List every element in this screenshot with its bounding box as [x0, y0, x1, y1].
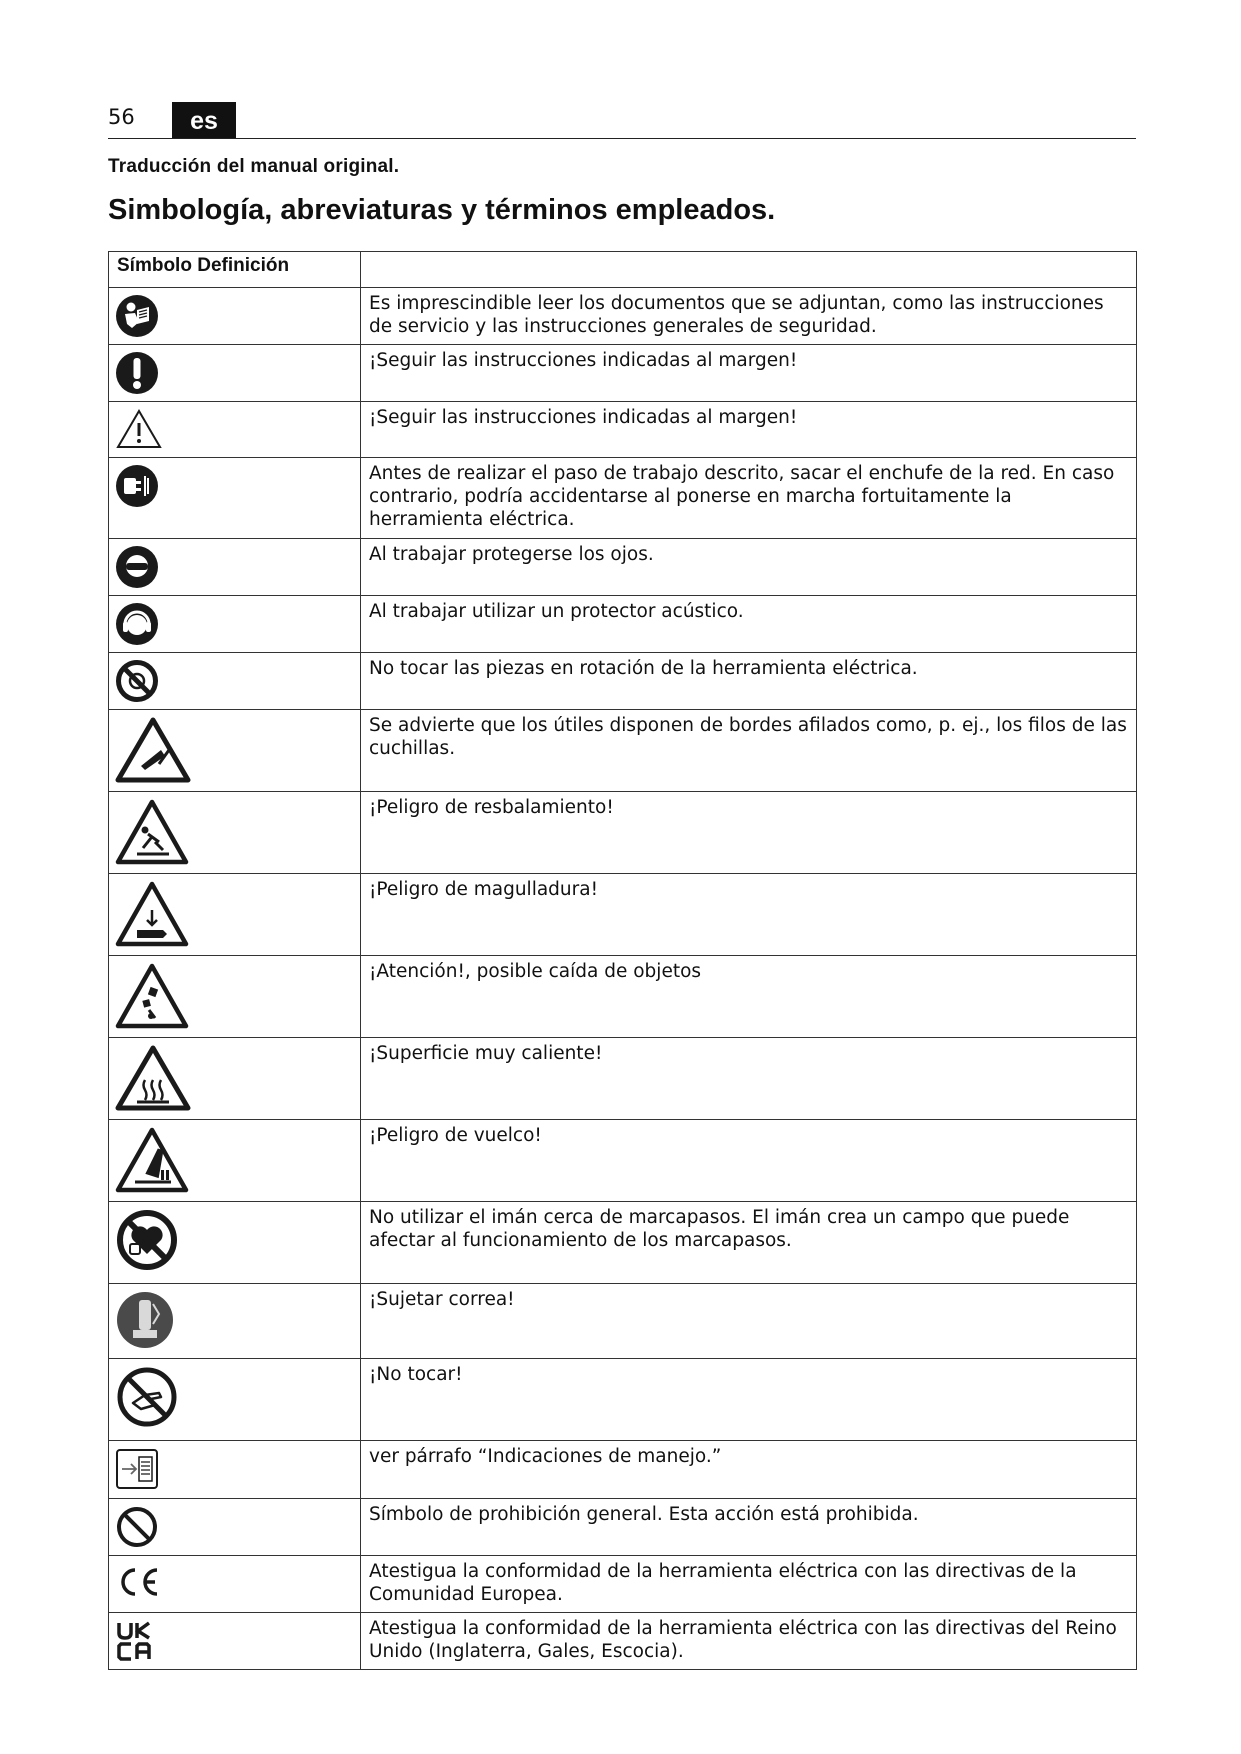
table-row: [109, 792, 1137, 874]
page-title: Simbología, abreviaturas y términos empleados.: [108, 194, 776, 226]
table-row: [109, 539, 1137, 596]
table-row: [109, 653, 1137, 710]
table-row: [109, 1284, 1137, 1359]
table-row: [109, 874, 1137, 956]
ce-mark-icon: [115, 1562, 161, 1602]
definition-text: No utilizar el imán cerca de marcapasos. El imán crea un campo que puede afectar al funcionamiento de los marcapasos.: [361, 1202, 1137, 1284]
definition-text: ¡Peligro de resbalamiento!: [361, 792, 1137, 874]
table-row: [109, 1359, 1137, 1441]
table-row: [109, 956, 1137, 1038]
table-row: [109, 1556, 1137, 1613]
table-row: [109, 402, 1137, 458]
table-row: [109, 596, 1137, 653]
table-row: [109, 1120, 1137, 1202]
definition-text: Se advierte que los útiles disponen de bordes afilados como, p. ej., los filos de las cuchillas.: [361, 710, 1137, 792]
definition-text: ver párrafo “Indicaciones de manejo.”: [361, 1441, 1137, 1499]
column-header-symbol: Símbolo Definición: [109, 252, 361, 288]
hot-surface-icon: [115, 1044, 191, 1112]
definition-text: Es imprescindible leer los documentos que se adjuntan, como las instrucciones de servicio y las instrucciones generales de seguridad.: [361, 288, 1137, 345]
definition-text: ¡Seguir las instrucciones indicadas al margen!: [361, 402, 1137, 458]
ear-protection-icon: [115, 602, 159, 646]
read-manual-icon: [115, 294, 159, 338]
sharp-edges-warning-icon: [115, 716, 191, 784]
no-touch-hand-icon: [115, 1365, 179, 1429]
table-row: [109, 1499, 1137, 1556]
definition-text: ¡Peligro de vuelco!: [361, 1120, 1137, 1202]
page-number: 56: [108, 105, 135, 129]
no-touch-rotating-icon: [115, 659, 159, 703]
symbols-table: [108, 251, 1137, 1670]
definition-text: Atestigua la conformidad de la herramienta eléctrica con las directivas de la Comunidad Europea.: [361, 1556, 1137, 1613]
definition-text: ¡Sujetar correa!: [361, 1284, 1137, 1359]
eye-protection-icon: [115, 545, 159, 589]
unplug-icon: [115, 464, 159, 508]
page-header: [108, 102, 1136, 139]
see-paragraph-icon: [115, 1447, 159, 1491]
definition-text: ¡Atención!, posible caída de objetos: [361, 956, 1137, 1038]
ukca-mark-icon: [115, 1619, 155, 1663]
warning-triangle-icon: [115, 408, 163, 450]
exclamation-mandatory-icon: [115, 351, 159, 395]
definition-text: Atestigua la conformidad de la herramienta eléctrica con las directivas del Reino Unido (Inglaterra, Gales, Escocia).: [361, 1613, 1137, 1670]
definition-text: ¡Superficie muy caliente!: [361, 1038, 1137, 1120]
table-row: [109, 710, 1137, 792]
definition-text: Símbolo de prohibición general. Esta acción está prohibida.: [361, 1499, 1137, 1556]
falling-objects-icon: [115, 962, 189, 1030]
table-row: [109, 458, 1137, 539]
table-row: [109, 1441, 1137, 1499]
table-row: [109, 1613, 1137, 1670]
table-header-row: [109, 252, 1137, 288]
hold-strap-icon: [115, 1290, 175, 1350]
definition-text: ¡Seguir las instrucciones indicadas al margen!: [361, 345, 1137, 402]
table-row: [109, 1202, 1137, 1284]
definition-text: No tocar las piezas en rotación de la herramienta eléctrica.: [361, 653, 1137, 710]
slip-hazard-icon: [115, 798, 189, 866]
document-subtitle: Traducción del manual original.: [108, 156, 400, 177]
definition-text: Al trabajar protegerse los ojos.: [361, 539, 1137, 596]
definition-text: Al trabajar utilizar un protector acústico.: [361, 596, 1137, 653]
no-pacemaker-icon: [115, 1208, 179, 1272]
column-header-definition: [361, 252, 1137, 288]
table-row: [109, 1038, 1137, 1120]
definition-text: ¡Peligro de magulladura!: [361, 874, 1137, 956]
table-row: [109, 345, 1137, 402]
definition-text: Antes de realizar el paso de trabajo descrito, sacar el enchufe de la red. En caso contrario, podría accidentarse al ponerse en marcha fortuitamente la herramienta eléctrica.: [361, 458, 1137, 539]
tipping-hazard-icon: [115, 1126, 189, 1194]
crush-hazard-icon: [115, 880, 189, 948]
prohibition-icon: [115, 1505, 159, 1549]
table-row: [109, 288, 1137, 345]
definition-text: ¡No tocar!: [361, 1359, 1137, 1441]
language-badge: es: [172, 102, 236, 138]
